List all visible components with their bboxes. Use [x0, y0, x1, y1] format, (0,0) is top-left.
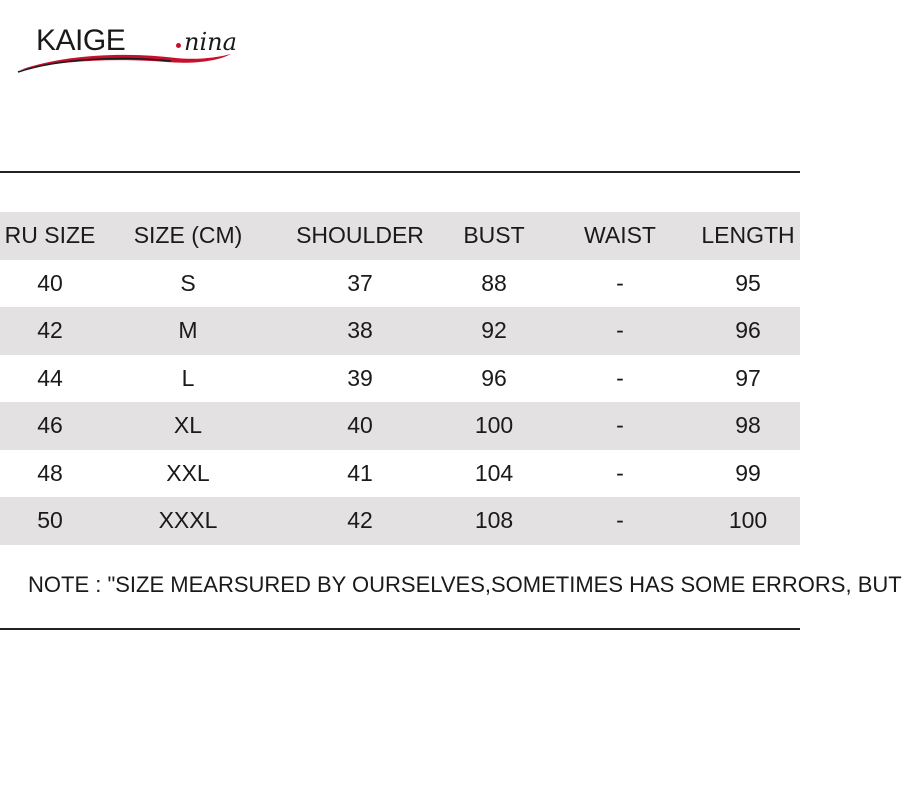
size-chart-table	[0, 212, 800, 545]
header-ru-size: RU SIZE	[4, 222, 96, 249]
table-row	[0, 260, 800, 308]
cell-waist: -	[616, 507, 624, 534]
bottom-divider	[0, 628, 800, 630]
cell-size: XXXL	[158, 507, 218, 534]
cell-size: M	[178, 317, 198, 344]
cell-length: 99	[735, 459, 761, 486]
logo-swoosh	[16, 48, 256, 78]
cell-bust: 96	[481, 364, 507, 391]
cell-size: S	[180, 269, 196, 296]
table-row	[0, 497, 800, 545]
cell-bust: 108	[474, 507, 514, 534]
cell-length: 98	[735, 412, 761, 439]
brand-wordmark: KAIGE	[36, 24, 126, 57]
cell-shoulder: 39	[347, 364, 373, 391]
table-row	[0, 450, 800, 498]
cell-shoulder: 40	[347, 412, 373, 439]
cell-size: XL	[173, 412, 203, 439]
table-header-row	[0, 212, 800, 260]
header-waist: WAIST	[584, 222, 656, 249]
cell-shoulder: 38	[347, 317, 373, 344]
cell-waist: -	[616, 459, 624, 486]
cell-size: L	[181, 364, 195, 391]
cell-waist: -	[616, 364, 624, 391]
header-bust: BUST	[463, 222, 525, 249]
table-row	[0, 307, 800, 355]
brand-script: nina	[184, 28, 237, 56]
cell-bust: 104	[474, 459, 514, 486]
cell-bust: 100	[474, 412, 514, 439]
cell-length: 100	[728, 507, 768, 534]
cell-shoulder: 41	[347, 459, 373, 486]
header-size-cm: SIZE (CM)	[133, 222, 243, 249]
cell-ru-size: 48	[37, 459, 63, 486]
cell-shoulder: 42	[347, 507, 373, 534]
cell-bust: 92	[481, 317, 507, 344]
brand-logo	[16, 18, 256, 78]
cell-ru-size: 44	[37, 364, 63, 391]
cell-length: 96	[735, 317, 761, 344]
cell-length: 95	[735, 269, 761, 296]
header-shoulder: SHOULDER	[296, 222, 424, 249]
top-divider	[0, 171, 800, 173]
cell-length: 97	[735, 364, 761, 391]
cell-ru-size: 50	[37, 507, 63, 534]
cell-ru-size: 46	[37, 412, 63, 439]
cell-waist: -	[616, 412, 624, 439]
cell-shoulder: 37	[347, 269, 373, 296]
cell-waist: -	[616, 317, 624, 344]
size-note: NOTE : "SIZE MEARSURED BY OURSELVES,SOMETIMES HAS SOME ERRORS, BUT	[28, 572, 902, 597]
cell-waist: -	[616, 269, 624, 296]
cell-bust: 88	[481, 269, 507, 296]
cell-size: XXL	[166, 459, 210, 486]
table-row	[0, 355, 800, 403]
cell-ru-size: 40	[37, 269, 63, 296]
table-row	[0, 402, 800, 450]
cell-ru-size: 42	[37, 317, 63, 344]
header-length: LENGTH	[701, 222, 795, 249]
